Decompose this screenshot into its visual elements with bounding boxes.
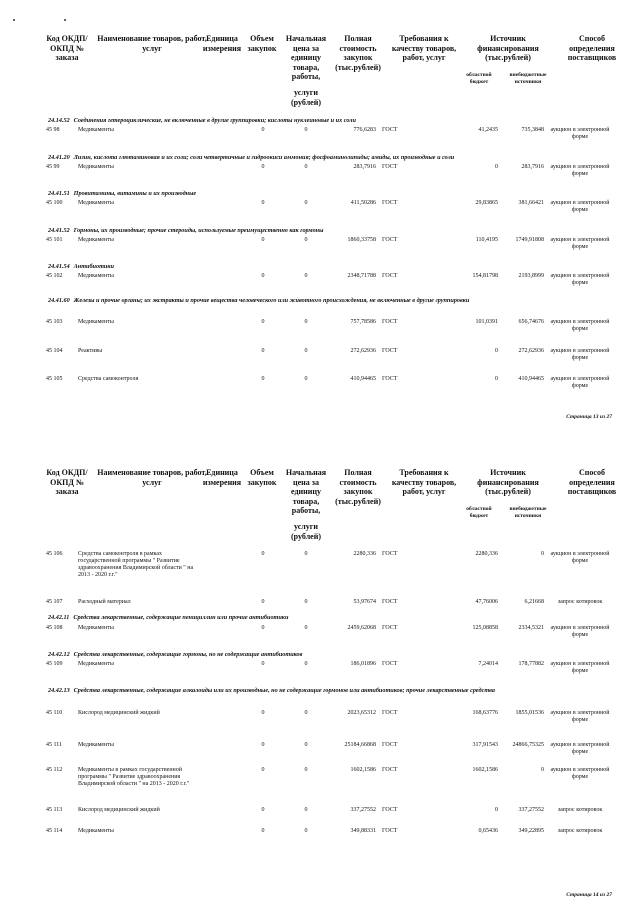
header-init-price: Начальная цена за единицу товара, работы, [285,468,327,515]
cell-name: Расходный материал [78,599,131,605]
cell-num: 45 101 [46,237,63,243]
cell-name: Медикаменты [78,237,114,243]
cell-vol: 0 [261,319,265,325]
cell-vol: 0 [261,828,265,834]
cell-vol: 0 [261,599,265,605]
cell-reg: 41,2435 [478,127,498,133]
header-regional: областной бюджет [466,506,492,519]
cell-q: ГОСТ [382,767,398,773]
cell-name: Средства самоконтроля в рамках государственной программы " Развитие здравоохранения Владимирской области " на 2013 - 2020 г.г." [78,551,194,578]
cell-price: 0 [304,200,308,206]
cell-price: 0 [304,237,308,243]
header-source: Источник финансирования (тыс.рублей) [477,34,539,62]
cell-ext: 349,22895 [518,828,544,834]
cell-vol: 0 [261,551,265,557]
page-footer: Страница 13 из 27 [566,414,612,420]
cell-q: ГОСТ [382,661,398,667]
header-code: Код ОКДП/ ОКПД № заказа [46,468,88,496]
cell-method: аукцион в электронной форме [550,742,610,755]
header-code: Код ОКДП/ ОКПД № заказа [46,34,88,62]
header-init-price: Начальная цена за единицу товара, работы, [285,34,327,81]
cell-method: аукцион в электронной форме [550,661,610,674]
cell-vol: 0 [261,127,265,133]
cell-ext: 735,3848 [521,127,544,133]
cell-q: ГОСТ [382,237,398,243]
cell-method: аукцион в электронной форме [550,319,610,332]
cell-name: Медикаменты [78,127,114,133]
cell-price: 0 [304,710,308,716]
cell-method: аукцион в электронной форме [550,625,610,638]
section-heading: 24.42.11 Средства лекарственные, содержащие пенициллин или прочие антибиотики [48,614,289,621]
header-quality: Требования к качеству товаров, работ, услуг [391,468,457,496]
cell-num: 45 105 [46,376,63,382]
cell-vol: 0 [261,273,265,279]
cell-price: 0 [304,599,308,605]
cell-ext: 6,21668 [524,599,544,605]
cell-reg: 0 [495,807,498,813]
cell-q: ГОСТ [382,807,398,813]
cell-q: ГОСТ [382,742,398,748]
cell-name: Медикаменты [78,164,114,170]
cell-price: 0 [304,767,308,773]
cell-method: аукцион в электронной форме [550,200,610,213]
page-footer: Страница 14 из 27 [566,892,612,898]
cell-total: 2280,336 [353,551,376,557]
cell-vol: 0 [261,661,265,667]
header-unit: Единица измерения [202,468,242,487]
cell-total: 2459,62068 [347,625,376,631]
cell-price: 0 [304,273,308,279]
cell-num: 45 99 [46,164,60,170]
cell-total: 349,88331 [350,828,376,834]
cell-q: ГОСТ [382,164,398,170]
cell-num: 45 112 [46,767,63,773]
header-volume: Объем закупок [247,34,277,53]
header-services: услуги (рублей) [290,88,321,107]
section-heading: 24.14.52 Соединения гетероциклические, не включенные в другие группировки; кислоты нуклеиновые и их соли [48,117,356,124]
section-heading: 24.41.52 Гормоны, их производные; прочие стероиды, используемые преимущественно как гормоны [48,227,324,234]
cell-name: Медикаменты [78,200,114,206]
cell-price: 0 [304,319,308,325]
cell-vol: 0 [261,348,265,354]
cell-ext: 381,66421 [518,200,544,206]
cell-vol: 0 [261,164,265,170]
cell-reg: 0 [495,348,498,354]
cell-vol: 0 [261,625,265,631]
header-services: услуги (рублей) [290,522,321,541]
cell-ext: 0 [541,767,544,773]
cell-total: 1602,1586 [350,767,376,773]
cell-num: 45 114 [46,828,63,834]
section-heading: 24.41.51 Провитамины, витамины и их производные [48,190,197,197]
cell-q: ГОСТ [382,551,398,557]
cell-name: Медикаменты [78,319,114,325]
header-source: Источник финансирования (тыс.рублей) [477,468,539,496]
cell-method: запрос котировок [557,807,603,813]
cell-total: 410,94465 [350,376,376,382]
cell-ext: 656,74676 [518,319,544,325]
cell-price: 0 [304,807,308,813]
cell-name: Реактивы [78,348,103,354]
cell-name: Кислород медицинский жидкий [78,710,160,716]
cell-q: ГОСТ [382,625,398,631]
cell-num: 45 109 [46,661,63,667]
header-unit: Единица измерения [202,34,242,53]
section-heading: 24.41.20 Лизин, кислота глютаминовая и их соли; соли четвертичные и гидроокиси аммония; фосфоаминолипиды; амиды, их производные и соли [48,154,455,161]
cell-q: ГОСТ [382,127,398,133]
cell-method: запрос котировок [557,828,603,834]
header-extra: внебюджетные источники [509,506,547,519]
cell-name: Медикаменты [78,661,114,667]
cell-method: аукцион в электронной форме [550,348,610,361]
cell-name: Медикаменты [78,625,114,631]
cell-vol: 0 [261,742,265,748]
cell-total: 2348,71788 [347,273,376,279]
cell-price: 0 [304,625,308,631]
cell-reg: 154,81798 [472,273,498,279]
cell-num: 45 102 [46,273,63,279]
cell-reg: 7,24014 [478,661,498,667]
cell-total: 283,7916 [353,164,376,170]
cell-vol: 0 [261,200,265,206]
cell-ext: 337,27552 [518,807,544,813]
cell-q: ГОСТ [382,319,398,325]
cell-name: Медикаменты [78,742,114,748]
cell-method: аукцион в электронной форме [550,237,610,250]
cell-reg: 125,08858 [472,625,498,631]
cell-method: аукцион в электронной форме [550,710,610,723]
cell-q: ГОСТ [382,348,398,354]
cell-name: Медикаменты [78,273,114,279]
cell-price: 0 [304,127,308,133]
cell-method: аукцион в электронной форме [550,164,610,177]
cell-name: Медикаменты [78,828,114,834]
cell-ext: 283,7916 [521,164,544,170]
cell-q: ГОСТ [382,200,398,206]
cell-total: 757,78586 [350,319,376,325]
cell-ext: 0 [541,551,544,557]
cell-vol: 0 [261,376,265,382]
cell-reg: 1602,1586 [472,767,498,773]
header-quality: Требования к качеству товаров, работ, услуг [391,34,457,62]
cell-q: ГОСТ [382,599,398,605]
cell-reg: 0 [495,164,498,170]
cell-vol: 0 [261,807,265,813]
cell-ext: 410,94465 [518,376,544,382]
cell-total: 272,62936 [350,348,376,354]
cell-vol: 0 [261,237,265,243]
header-regional: областной бюджет [466,72,492,85]
cell-price: 0 [304,551,308,557]
cell-num: 45 110 [46,710,63,716]
header-total: Полная стоимость закупок (тыс.рублей) [335,468,381,506]
cell-total: 25184,66868 [344,742,376,748]
cell-price: 0 [304,742,308,748]
cell-total: 337,27552 [350,807,376,813]
cell-ext: 2193,8999 [518,273,544,279]
cell-ext: 2334,5321 [518,625,544,631]
cell-q: ГОСТ [382,710,398,716]
cell-method: аукцион в электронной форме [550,767,610,780]
section-heading: 24.41.60 Железы и прочие органы; их экстракты и прочие вещества человеческого или животного происхождения, не включенные в другие группировки [48,297,470,304]
cell-num: 45 104 [46,348,63,354]
header-method: Способ определения поставщиков [567,34,617,62]
cell-ext: 272,62936 [518,348,544,354]
cell-price: 0 [304,164,308,170]
cell-reg: 101,0391 [475,319,498,325]
cell-num: 45 108 [46,625,63,631]
cell-reg: 0,65436 [478,828,498,834]
cell-vol: 0 [261,767,265,773]
document-page-13 [0,0,640,430]
section-heading: 24.42.12 Средства лекарственные, содержащие гормоны, но не содержащие антибиотиков [48,651,303,658]
cell-total: 186,01896 [350,661,376,667]
cell-reg: 168,63776 [472,710,498,716]
cell-ext: 1855,01536 [515,710,544,716]
cell-price: 0 [304,661,308,667]
cell-method: аукцион в электронной форме [550,273,610,286]
header-total: Полная стоимость закупок (тыс.рублей) [335,34,381,72]
cell-name: Средства самоконтроля [78,376,139,382]
cell-num: 45 98 [46,127,60,133]
cell-q: ГОСТ [382,376,398,382]
section-heading: 24.41.54 Антибиотики [48,263,114,270]
section-heading: 24.42.13 Средства лекарственные, содержащие алкалоиды или их производные, но не содержащие гормонов или антибиотиков; прочие лекарственные средства [48,687,495,694]
cell-price: 0 [304,828,308,834]
cell-method: запрос котировок [557,599,603,605]
cell-num: 45 103 [46,319,63,325]
cell-total: 411,50286 [350,200,376,206]
cell-num: 45 106 [46,551,63,557]
cell-reg: 2280,336 [475,551,498,557]
cell-total: 2023,65312 [347,710,376,716]
cell-num: 45 100 [46,200,63,206]
cell-ext: 1749,91808 [515,237,544,243]
cell-reg: 29,83865 [475,200,498,206]
cell-reg: 47,76006 [475,599,498,605]
cell-num: 45 111 [46,742,63,748]
cell-q: ГОСТ [382,273,398,279]
header-extra: внебюджетные источники [509,72,547,85]
cell-method: аукцион в электронной форме [550,127,610,140]
cell-reg: 317,91543 [472,742,498,748]
cell-vol: 0 [261,710,265,716]
cell-total: 53,97674 [353,599,376,605]
cell-num: 45 113 [46,807,63,813]
cell-price: 0 [304,376,308,382]
cell-num: 45 107 [46,599,63,605]
cell-method: аукцион в электронной форме [550,376,610,389]
cell-reg: 110,4195 [475,237,498,243]
cell-price: 0 [304,348,308,354]
document-page-14 [0,462,640,905]
cell-reg: 0 [495,376,498,382]
cell-name: Кислород медицинский жидкий [78,807,160,813]
cell-total: 776,6283 [353,127,376,133]
cell-q: ГОСТ [382,828,398,834]
cell-total: 1860,33758 [347,237,376,243]
header-name: Наименование товаров, работ, услуг [97,34,207,53]
header-method: Способ определения поставщиков [567,468,617,496]
cell-ext: 24866,75325 [512,742,544,748]
header-name: Наименование товаров, работ, услуг [97,468,207,487]
cell-name: Медикаменты в рамках государственной программы " Развитие здравоохранения Владимирской области " на 2013 - 2020 г.г." [78,767,190,787]
cell-method: аукцион в электронной форме [550,551,610,564]
cell-ext: 178,77882 [518,661,544,667]
header-volume: Объем закупок [247,468,277,487]
